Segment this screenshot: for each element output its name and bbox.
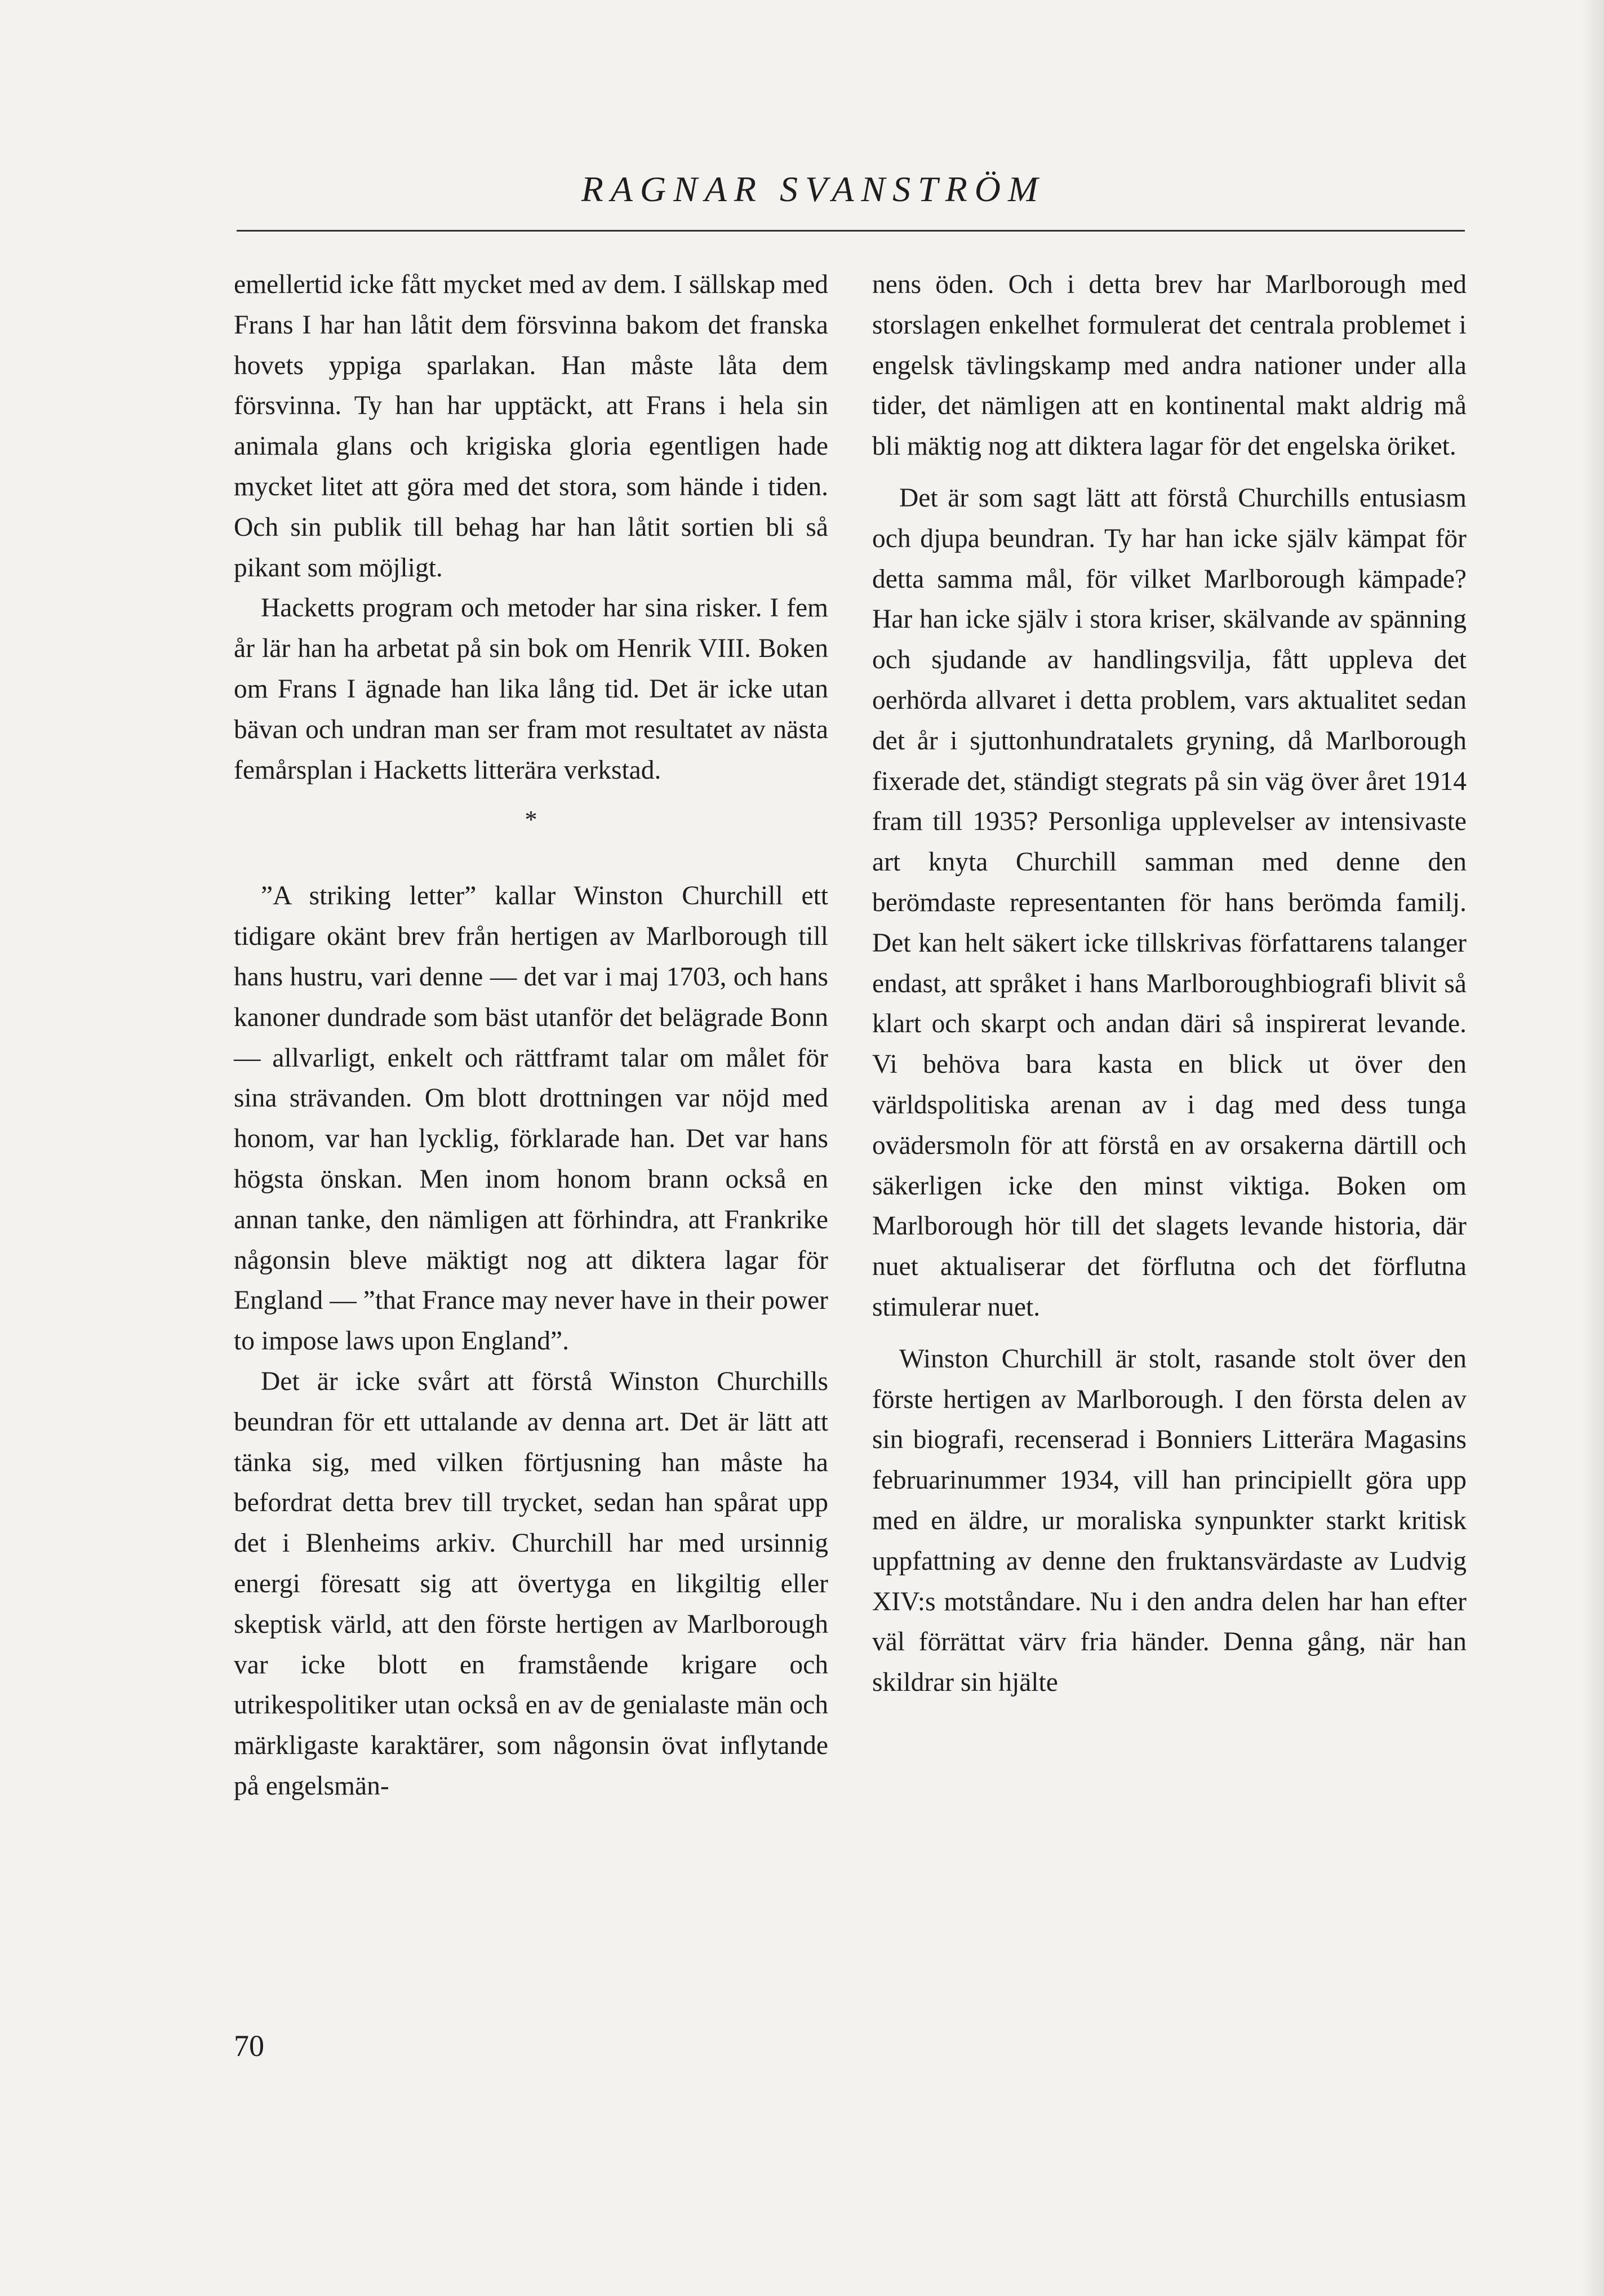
paragraph: ”A striking letter” kallar Winston Churchill ett tidigare okänt brev från hertigen av Marlborough till hans hustru, vari denne — det var i maj 1703, och hans kanoner dundrade som bäst utanför det belägrade Bonn — allvarligt, enkelt och rättframt talar om målet för sina strävanden. Om blott drottningen var nöjd med honom, var han lycklig, förklarade han. Det var hans högsta önskan. Men inom honom brann också en annan tanke, den nämligen att förhindra, att Frankrike någonsin bleve mäktigt nog att diktera lagar för England — ”that France may never have in their power to impose laws upon England”.: [234, 881, 828, 1356]
page-edge-shadow: [1581, 0, 1604, 2296]
page-number: 70: [234, 2029, 264, 2063]
section-separator: *: [525, 806, 537, 834]
paragraph: nens öden. Och i detta brev har Marlborough med storslagen enkelhet formulerat det centrala problemet i engelsk tävlingskamp med andra nationer under alla tider, det nämligen att en kontinental makt aldrig må bli mäktig nog att diktera lagar för det engelska öriket.: [872, 270, 1467, 461]
paragraph: Det är icke svårt att förstå Winston Churchills beundran för ett uttalande av denna art. Det är lätt att tänka sig, med vilken förtjusning han måste ha befordrat detta brev till trycket, sedan han spårat upp det i Blenheims arkiv. Churchill har med ursinnig energi föresatt sig att övertyga en likgiltig eller skeptisk värld, att den förste hertigen av Marlborough var icke blott en framstående krigare och utrikespolitiker utan också en av de genialaste män och märkligaste karaktärer, som någonsin övat inflytande på engelsmän-: [234, 1366, 828, 1801]
header-rule: [237, 230, 1465, 232]
right-column: [872, 265, 1467, 1703]
running-head: RAGNAR SVANSTRÖM: [581, 169, 1046, 209]
paragraph: Winston Churchill är stolt, rasande stolt över den förste hertigen av Marlborough. I den första delen av sin biografi, recenserad i Bonniers Litterära Magasins februarinummer 1934, vill han principiellt göra upp med en äldre, ur moraliska synpunkter starkt kritisk uppfattning av denne den fruktansvärdaste av Ludvig XIV:s motståndare. Nu i den andra delen har han efter väl förrättat värv fria händer. Denna gång, när han skildrar sin hjälte: [872, 1344, 1467, 1698]
left-column: [234, 265, 828, 1807]
paragraph: Det är som sagt lätt att förstå Churchills entusiasm och djupa beundran. Ty har han icke själv kämpat för detta samma mål, för vilket Marlborough kämpade? Har han icke själv i stora kriser, skälvande av spänning och sjudande av handlingsvilja, fått uppleva det oerhörda allvaret i detta problem, vars aktualitet sedan det år i sjuttonhundratalets gryning, då Marlborough fixerade det, ständigt stegrats på sin väg över året 1914 fram till 1935? Personliga upplevelser av intensivaste art knyta Churchill samman med denne den berömdaste representanten för hans berömda familj. Det kan helt säkert icke tillskrivas författarens talanger endast, att språket i hans Marlboroughbiografi blivit så klart och skarpt och andan däri så inspirerat levande. Vi behöva bara kasta en blick ut över den världspolitiska arenan av i dag med dess tunga ovädersmoln för att förstå en av orsakerna därtill och säkerligen icke den minst viktiga. Boken om Marlborough hör till det slagets levande historia, där nuet aktualiserar det förflutna och det förflutna stimulerar nuet.: [872, 483, 1467, 1322]
paragraph: emellertid icke fått mycket med av dem. I sällskap med Frans I har han låtit dem försvinna bakom det franska hovets yppiga sparlakan. Han måste låta dem försvinna. Ty han har upptäckt, att Frans i hela sin animala glans och krigiska gloria egentligen hade mycket litet att göra med det stora, som hände i tiden. Och sin publik till behag har han låtit sortien bli så pikant som möjligt.: [234, 270, 828, 583]
paragraph: Hacketts program och metoder har sina risker. I fem år lär han ha arbetat på sin bok om Henrik VIII. Boken om Frans I ägnade han lika lång tid. Det är icke utan bävan och undran man ser fram mot resultatet av nästa femårsplan i Hacketts litterära verkstad.: [234, 593, 828, 785]
